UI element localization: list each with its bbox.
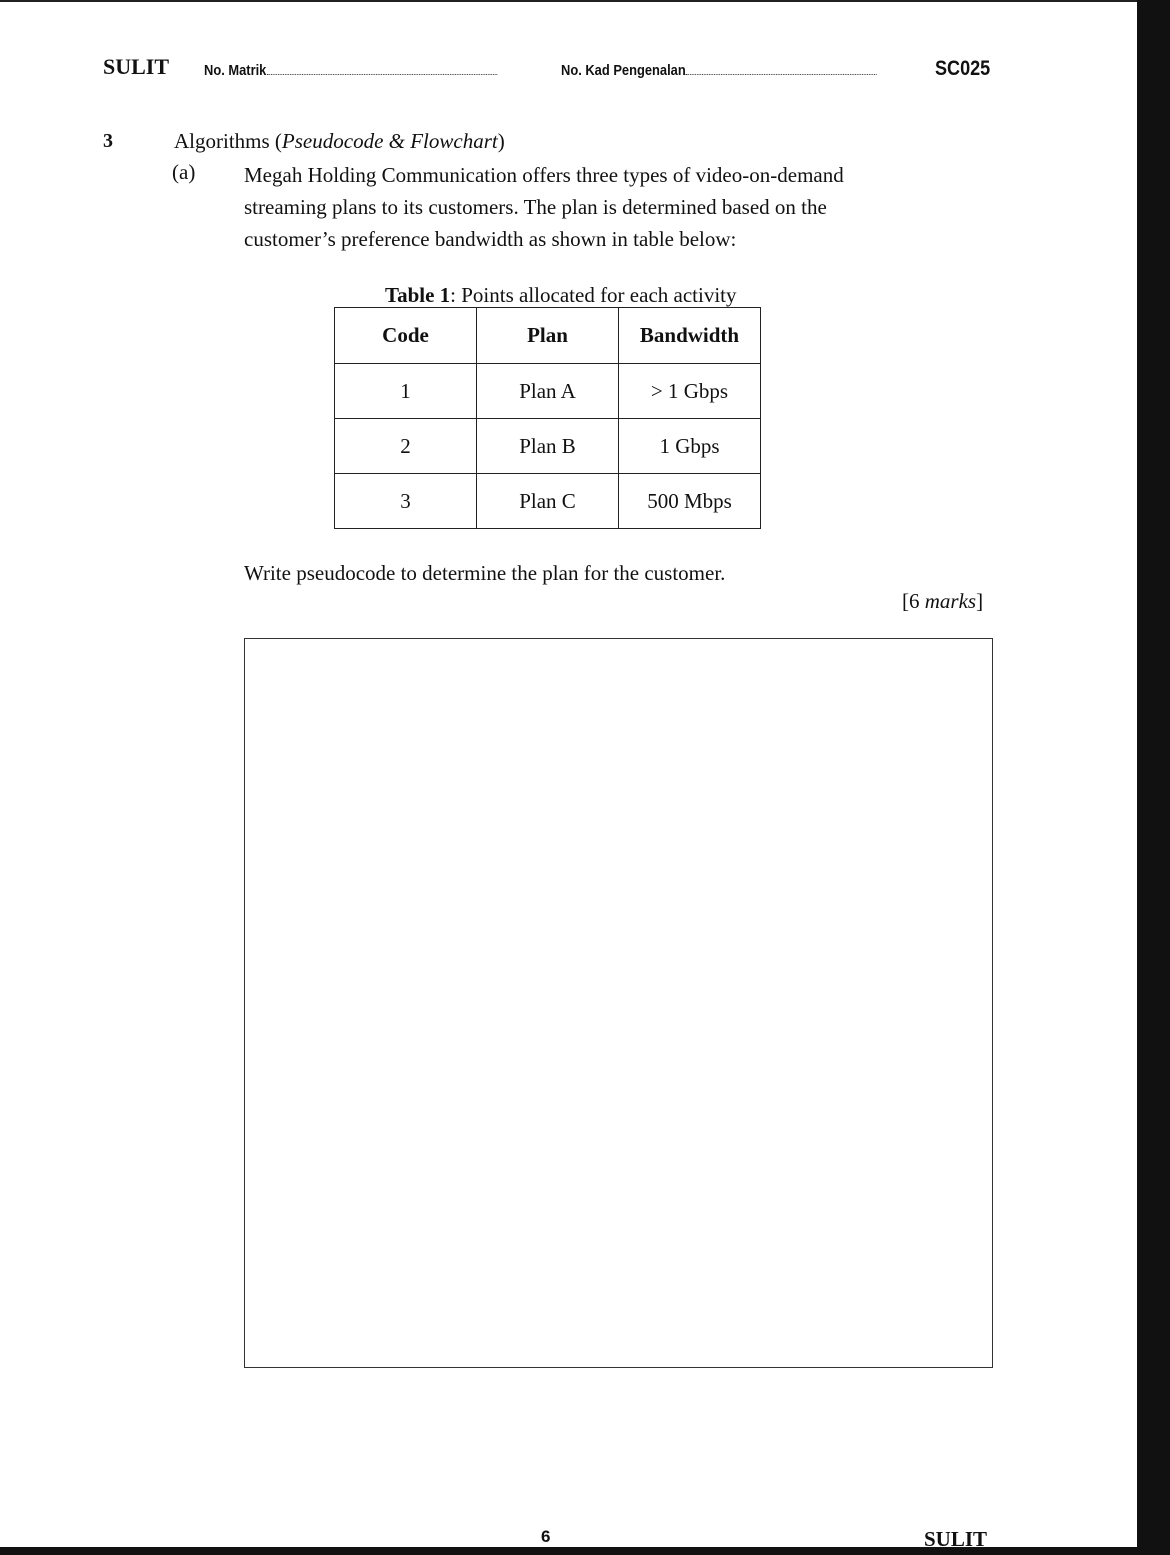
marks-label xyxy=(902,589,983,614)
paragraph-line: customer’s preference bandwidth as shown in table below: xyxy=(244,227,737,251)
matric-label: No. Matrik xyxy=(204,62,267,79)
answer-box[interactable] xyxy=(244,638,993,1368)
table-caption-text: : Points allocated for each activity xyxy=(450,283,737,307)
question-paragraph xyxy=(244,159,944,255)
header-sulit-label: SULIT xyxy=(103,54,170,79)
marks-word: marks xyxy=(924,589,977,613)
table-row xyxy=(335,364,761,419)
table-row xyxy=(335,474,761,529)
part-label: (a) xyxy=(172,160,196,184)
cell-code: 2 xyxy=(335,419,477,474)
cell-plan: Plan B xyxy=(477,419,619,474)
ic-label: No. Kad Pengenalan xyxy=(561,62,686,79)
ic-number-field xyxy=(561,60,877,79)
matric-dotted-line xyxy=(266,60,496,75)
subject-code: SC025 xyxy=(935,57,991,80)
column-header-bandwidth: Bandwidth xyxy=(619,308,761,364)
matric-number-field xyxy=(204,60,497,79)
marks-open: [6 xyxy=(902,589,925,613)
table-row xyxy=(335,419,761,474)
table-header-row xyxy=(335,308,761,364)
viewer-right-edge xyxy=(1137,0,1170,1555)
table-caption-label: Table 1 xyxy=(385,283,451,307)
paragraph-line: streaming plans to its customers. The plan is determined based on the xyxy=(244,195,827,219)
question-title-italic: Pseudocode & Flowchart xyxy=(281,129,498,153)
question-title-suffix: ) xyxy=(497,129,505,153)
cell-bandwidth: 1 Gbps xyxy=(619,419,761,474)
question-title xyxy=(174,129,505,154)
viewer-bottom-edge xyxy=(0,1547,1170,1555)
page-number: 6 xyxy=(541,1527,551,1546)
cell-code: 3 xyxy=(335,474,477,529)
cell-bandwidth: > 1 Gbps xyxy=(619,364,761,419)
paragraph-line: Megah Holding Communication offers three types of video-on-demand xyxy=(244,163,844,187)
marks-close: ] xyxy=(976,589,984,613)
column-header-code: Code xyxy=(335,308,477,364)
ic-dotted-line xyxy=(686,60,877,75)
footer-sulit-label: SULIT xyxy=(924,1527,988,1551)
cell-code: 1 xyxy=(335,364,477,419)
cell-plan: Plan A xyxy=(477,364,619,419)
question-number: 3 xyxy=(103,130,113,152)
table-caption xyxy=(385,283,737,308)
plans-table xyxy=(334,307,761,529)
page-top-border xyxy=(0,0,1137,2)
cell-bandwidth: 500 Mbps xyxy=(619,474,761,529)
cell-plan: Plan C xyxy=(477,474,619,529)
question-title-prefix: Algorithms ( xyxy=(174,129,282,153)
instruction-text: Write pseudocode to determine the plan for the customer. xyxy=(244,561,726,585)
column-header-plan: Plan xyxy=(477,308,619,364)
